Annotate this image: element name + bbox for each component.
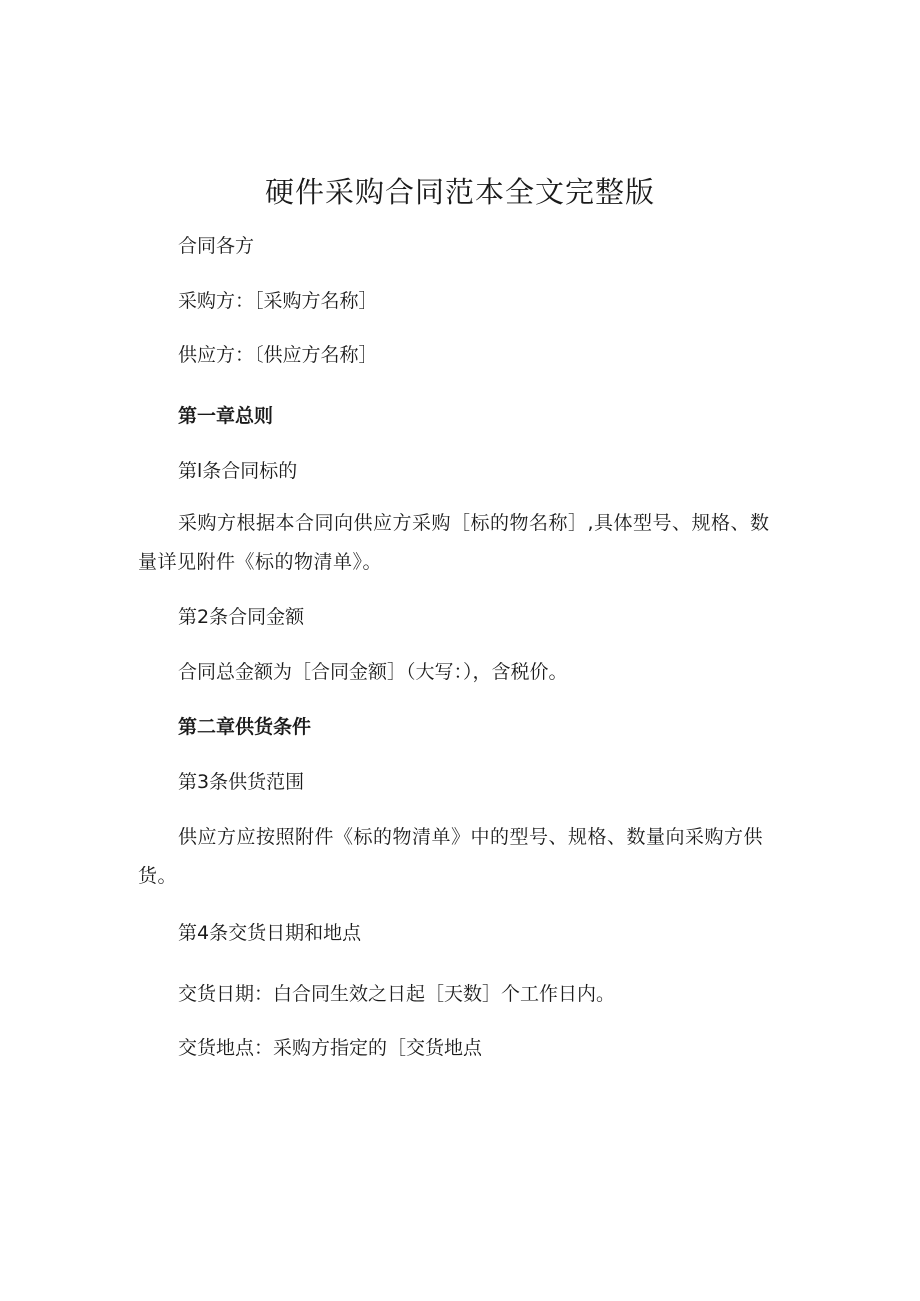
article1-text: 采购方根据本合同向供应方采购［标的物名称］,具体型号、规格、数量详见附件《标的物清单》。 bbox=[138, 512, 770, 573]
article2-heading: 第2条合同金额 bbox=[178, 606, 305, 628]
article3-text: 供应方应按照附件《标的物清单》中的型号、规格、数量向采购方供货。 bbox=[138, 826, 764, 887]
article2-text: 合同总金额为［合同金额］（大写：），含税价。 bbox=[178, 661, 568, 683]
page-title: 硬件采购合同范本全文完整版 bbox=[264, 175, 655, 209]
delivery-place-line: 交货地点：采购方指定的［交货地点 bbox=[178, 1037, 483, 1059]
chapter2-heading: 第二章供货条件 bbox=[178, 716, 312, 738]
article4-heading: 第4条交货日期和地点 bbox=[178, 922, 362, 944]
article3-heading: 第3条供货范围 bbox=[178, 771, 305, 793]
delivery-date-line: 交货日期：白合同生效之日起［天数］个工作日内。 bbox=[178, 983, 616, 1005]
chapter1-heading: 第一章总则 bbox=[178, 405, 274, 427]
buyer-line: 采购方：［采购方名称］ bbox=[178, 290, 378, 312]
supplier-line: 供应方：〔供应方名称］ bbox=[178, 344, 378, 366]
article1-heading: 第l条合同标的 bbox=[178, 460, 298, 482]
parties-heading: 合同各方 bbox=[178, 235, 255, 257]
